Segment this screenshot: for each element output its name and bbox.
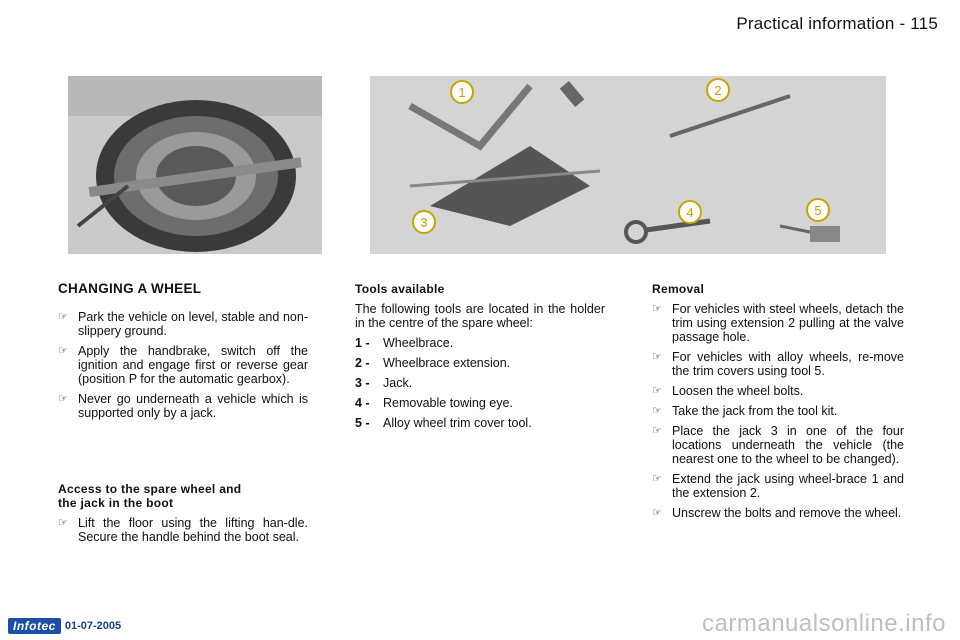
changing-wheel-section [58, 282, 308, 426]
pointing-hand-icon: ☞ [58, 311, 68, 323]
list-item: ☞ Loosen the wheel bolts. [652, 384, 804, 398]
svg-text:4: 4 [686, 205, 694, 220]
svg-text:5: 5 [814, 203, 822, 218]
spare-wheel-illustration [68, 76, 322, 254]
tools-list [355, 336, 605, 430]
pointing-hand-icon: ☞ [652, 507, 662, 519]
label-3 [413, 211, 435, 233]
tools-photo [370, 76, 886, 254]
footer-date: 01-07-2005 [64, 620, 122, 632]
list-item: ☞ Never go underneath a vehicle which is supported only by a jack. [58, 392, 308, 420]
label-1 [451, 81, 473, 103]
footer [8, 618, 121, 634]
pointing-hand-icon: ☞ [652, 385, 662, 397]
tool-item: 1 - Wheelbrace. [355, 336, 454, 350]
watermark: carmanualsonline.info [702, 610, 946, 637]
pointing-hand-icon: ☞ [652, 425, 662, 437]
pointing-hand-icon: ☞ [58, 393, 68, 405]
pointing-hand-icon: ☞ [58, 517, 68, 529]
safety-list [58, 310, 308, 420]
pointing-hand-icon: ☞ [652, 405, 662, 417]
pointing-hand-icon: ☞ [652, 303, 662, 315]
page-header: Practical information - 115 [736, 14, 938, 33]
label-5 [807, 199, 829, 221]
tool-item: 2 - Wheelbrace extension. [355, 356, 511, 370]
tool-item: 4 - Removable towing eye. [355, 396, 513, 410]
list-item: ☞ Unscrew the bolts and remove the wheel. [652, 506, 902, 520]
tool-item: 5 - Alloy wheel trim cover tool. [355, 416, 532, 430]
tools-section [355, 282, 605, 436]
list-item: ☞ For vehicles with alloy wheels, re-move the trim covers using tool 5. [652, 350, 904, 378]
tools-heading: Tools available [355, 282, 445, 296]
tools-illustration [370, 76, 886, 254]
list-item: ☞ Lift the floor using the lifting han-dle. Secure the handle behind the boot seal. [58, 516, 308, 544]
label-4 [679, 201, 701, 223]
changing-wheel-heading: CHANGING A WHEEL [58, 281, 202, 296]
tool-item: 3 - Jack. [355, 376, 413, 390]
list-item: ☞ Apply the handbrake, switch off the ignition and engage first or reverse gear (position P for the automatic gearbox). [58, 344, 308, 386]
pointing-hand-icon: ☞ [58, 345, 68, 357]
access-section [58, 482, 308, 550]
list-item: ☞ For vehicles with steel wheels, detach the trim using extension 2 pulling at the valve passage hole. [652, 302, 904, 344]
list-item: ☞ Place the jack 3 in one of the four locations underneath the vehicle (the nearest one to the wheel to be changed). [652, 424, 904, 466]
pointing-hand-icon: ☞ [652, 473, 662, 485]
list-item: ☞ Extend the jack using wheel-brace 1 and the extension 2. [652, 472, 904, 500]
trim-tool-shape [810, 226, 840, 242]
pointing-hand-icon: ☞ [652, 351, 662, 363]
access-heading: Access to the spare wheel and the jack in the boot [58, 482, 242, 510]
tools-intro: The following tools are located in the holder in the centre of the spare wheel: [355, 302, 605, 330]
spare-wheel-photo [68, 76, 322, 254]
label-2 [707, 79, 729, 101]
removal-section [652, 282, 904, 526]
removal-list [652, 302, 904, 520]
svg-text:2: 2 [714, 83, 722, 98]
list-item: ☞ Take the jack from the tool kit. [652, 404, 838, 418]
list-item: ☞ Park the vehicle on level, stable and non-slippery ground. [58, 310, 308, 338]
access-list [58, 516, 308, 544]
removal-heading: Removal [652, 282, 705, 296]
svg-text:1: 1 [458, 85, 466, 100]
svg-text:3: 3 [420, 215, 428, 230]
infotec-logo: Infotec [8, 618, 61, 634]
